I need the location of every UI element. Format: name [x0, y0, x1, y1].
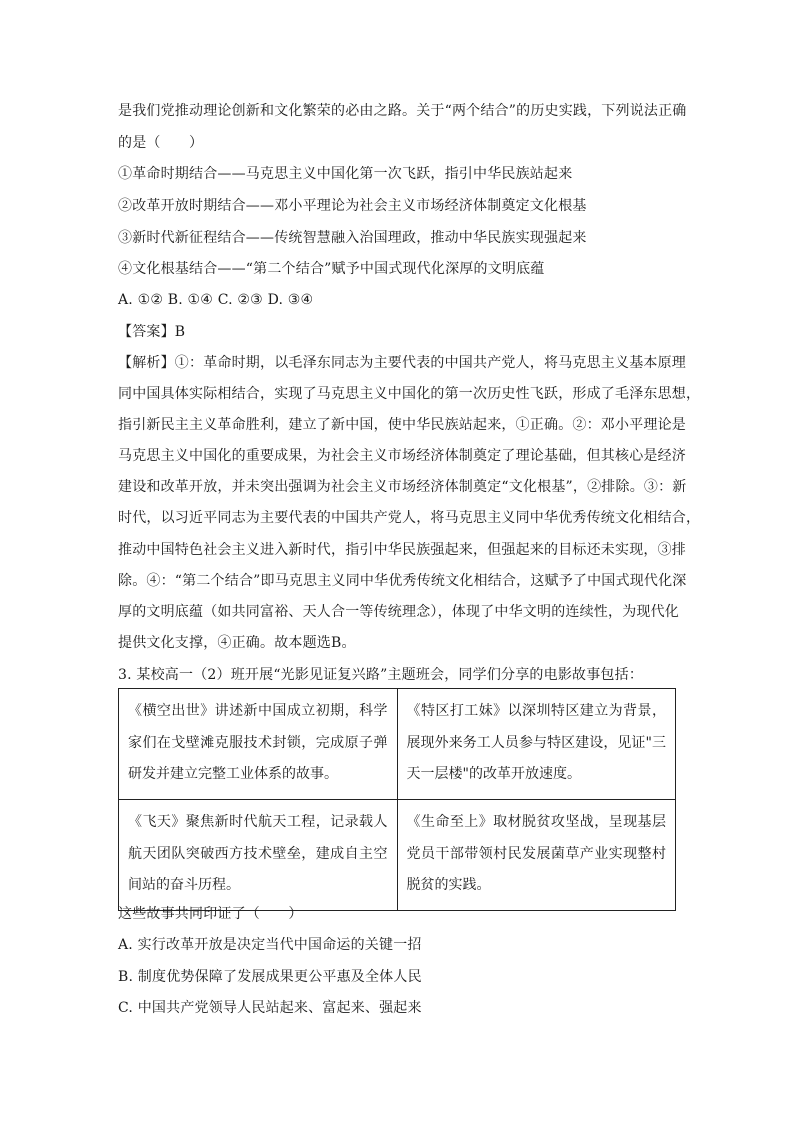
table-cell: 《生命至上》取材脱贫攻坚战，呈现基层党员干部带领村民发展菌草产业实现整村脱贫的实践。 — [397, 800, 676, 911]
answer-option: B. 制度优势保障了发展成果更公平惠及全体人民 — [118, 969, 422, 985]
analysis-line: 时代，以习近平同志为主要代表的中国共产党人，将马克思主义同中华优秀传统文化相结合， — [118, 510, 701, 526]
analysis-line: 马克思主义中国化的重要成果，为社会主义市场经济体制奠定了理论基础，但其核心是经济 — [118, 448, 686, 464]
analysis-line: 推动中国特色社会主义进入新时代，指引中华民族强起来，但强起来的目标还未实现，③排 — [118, 542, 686, 558]
statement-option: ③新时代新征程结合——传统智慧融入治国理政，推动中华民族实现强起来 — [118, 230, 587, 246]
analysis-line: 指引新民主主义革命胜利，建立了新中国，使中华民族站起来，①正确。②：邓小平理论是 — [118, 417, 686, 433]
table-cell: 《特区打工妹》以深圳特区建立为背景，展现外来务工人员参与特区建设，见证"三天一层楼"的改革开放速度。 — [397, 689, 676, 800]
statement-option: ①革命时期结合——马克思主义中国化第一次飞跃，指引中华民族站起来 — [118, 166, 573, 182]
analysis-line: 同中国具体实际相结合，实现了马克思主义中国化的第一次历史性飞跃，形成了毛泽东思想， — [118, 386, 701, 402]
question-stem: 3. 某校高一（2）班开展“光影见证复兴路”主题班会，同学们分享的电影故事包括： — [118, 667, 644, 683]
statement-option: ②改革开放时期结合——邓小平理论为社会主义市场经济体制奠定文化根基 — [118, 198, 587, 214]
question-prompt: 这些故事共同印证了（ ） — [118, 906, 303, 922]
movie-story-table — [118, 688, 676, 911]
analysis-line: 建设和改革开放，并未突出强调为社会主义市场经济体制奠定“文化根基”，②排除。③：新 — [118, 479, 687, 495]
answer-option: A. 实行改革开放是决定当代中国命运的关键一招 — [118, 937, 422, 953]
table-row — [119, 800, 676, 911]
question-stem-line: 是我们党推动理论创新和文化繁荣的必由之路。关于“两个结合”的历史实践，下列说法正确 — [118, 103, 687, 119]
analysis-line: 提供文化支撑，④正确。故本题选B。 — [118, 635, 356, 651]
analysis-line: 厚的文明底蕴（如共同富裕、天人合一等传统理念），体现了中华文明的连续性，为现代化 — [118, 604, 679, 620]
statement-option: ④文化根基结合——“第二个结合”赋予中国式现代化深厚的文明底蕴 — [118, 261, 545, 277]
table-cell: 《横空出世》讲述新中国成立初期，科学家们在戈壁滩克服技术封锁，完成原子弹研发并建立完整工业体系的故事。 — [119, 689, 398, 800]
table-cell: 《飞天》聚焦新时代航天工程，记录载人航天团队突破西方技术壁垒，建成自主空间站的奋斗历程。 — [119, 800, 398, 911]
answer-option: C. 中国共产党领导人民站起来、富起来、强起来 — [118, 1000, 422, 1016]
answer-choices: A. ①② B. ①④ C. ②③ D. ③④ — [118, 292, 314, 308]
answer-label: 【答案】B — [118, 324, 186, 340]
question-stem-line: 的是（ ） — [118, 135, 204, 151]
analysis-line: 【解析】①：革命时期，以毛泽东同志为主要代表的中国共产党人，将马克思主义基本原理 — [118, 355, 686, 371]
analysis-line: 除。④：“第二个结合”即马克思主义同中华优秀传统文化相结合，这赋予了中国式现代化深 — [118, 573, 687, 589]
table-row — [119, 689, 676, 800]
